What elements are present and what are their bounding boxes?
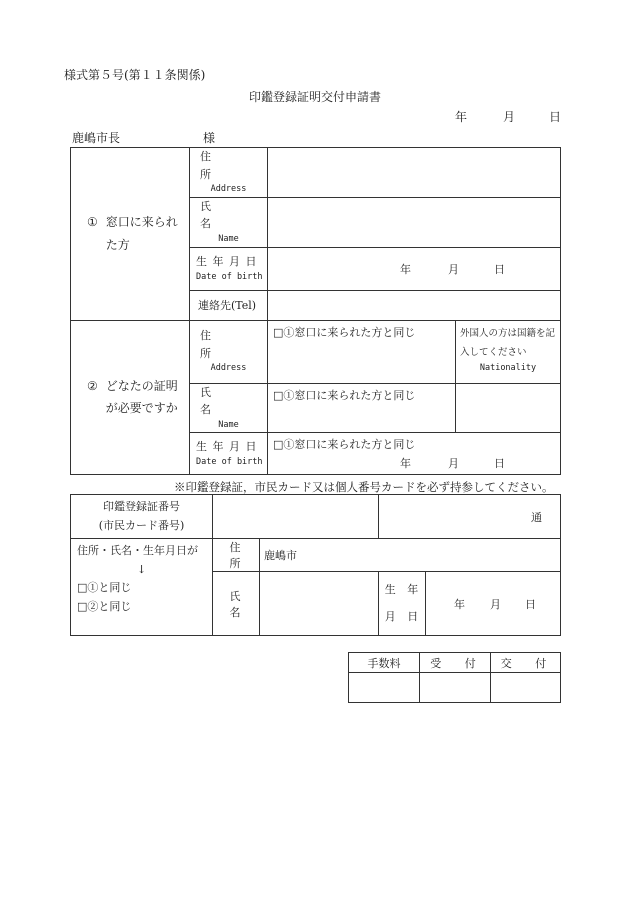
received-field[interactable] [420,673,491,703]
reg-number-label-cell: 印鑑登録証番号 (市民カード番号) [71,495,213,539]
received-header: 受 付 [420,653,491,673]
page-title: 印鑑登録証明交付申請書 [248,90,381,104]
date-day: 日 [549,110,562,124]
nationality-label: Nationality [479,362,537,373]
office-birth-field[interactable]: 年 月 日 [426,572,561,636]
copies-field[interactable] [379,495,561,539]
section2-number: ② [87,378,98,393]
s1-tel-label-cell: 連絡先(Tel) [190,290,268,320]
applicant-form [70,147,561,475]
s1-dob-field[interactable]: 年 月 日 [268,247,561,290]
s1-dob-label-cell: 生 年 月 日 Date of birth [190,247,268,290]
s2-address-label-cell: 住 所 Address [190,320,268,383]
section1-label-cell [71,148,190,321]
s1-tel-field[interactable] [268,290,561,320]
s1-name-label-cell: 氏 名 Name [190,197,268,247]
addressee-sama: 様 [203,131,216,145]
fee-field[interactable] [349,673,420,703]
s2-address-field[interactable] [268,320,456,383]
info-label: 住所・氏名・生年月日が [77,544,198,557]
s2-nationality-cell[interactable] [456,320,561,383]
issued-field[interactable] [491,673,561,703]
date-month: 月 [503,110,516,124]
office-address-label-cell: 住 所 [213,539,260,572]
down-arrow: ↓ [137,562,147,576]
s2-nationality-field[interactable] [456,383,561,433]
foreign-note: 外国人の方は国籍を記入してください [460,327,556,359]
fee-header: 手数料 [349,653,420,673]
s1-address-label-cell: 住 所 Address [190,148,268,198]
option-same-2[interactable]: □②と同じ [77,600,132,614]
s2-dob-field[interactable]: □①窓口に来られた方と同じ 年 月 日 [268,433,561,475]
office-form [70,494,561,636]
section2-label: どなたの証明が必要ですか [105,378,178,416]
section1-label: 窓口に来られた方 [105,214,178,252]
section1-number: ① [87,214,98,229]
s2-dob-same-option[interactable]: □①窓口に来られた方と同じ [273,438,416,452]
addressee-mayor: 鹿嶋市長 [72,131,121,145]
office-birth-label-cell: 生 年 月 日 [379,572,426,636]
date-year: 年 [455,110,468,124]
office-address-field[interactable] [260,539,561,572]
option-same-1[interactable]: □①と同じ [77,581,132,595]
s2-dob-label-cell: 生 年 月 日 Date of birth [190,433,268,475]
office-name-field[interactable] [260,572,379,636]
s2-name-field[interactable] [268,383,456,433]
city-name: 鹿嶋市 [264,549,297,562]
s1-address-field[interactable] [268,148,561,198]
s2-name-label-cell: 氏 名 Name [190,383,268,433]
s2-address-same-option[interactable]: □①窓口に来られた方と同じ [273,325,416,339]
reg-number-field[interactable] [213,495,379,539]
notice-text: ※印鑑登録証，市民カード又は個人番号カードを必ず持参してください。 [174,480,554,494]
info-same-cell [71,539,213,636]
s1-name-field[interactable] [268,197,561,247]
s2-name-same-option[interactable]: □①窓口に来られた方と同じ [273,388,416,402]
issued-header: 交 付 [491,653,561,673]
fee-table [348,652,561,703]
office-name-label-cell: 氏 名 [213,572,260,636]
copies-unit: 通 [531,510,542,524]
form-number: 様式第５号(第１１条関係) [64,68,206,82]
section2-label-cell [71,320,190,475]
